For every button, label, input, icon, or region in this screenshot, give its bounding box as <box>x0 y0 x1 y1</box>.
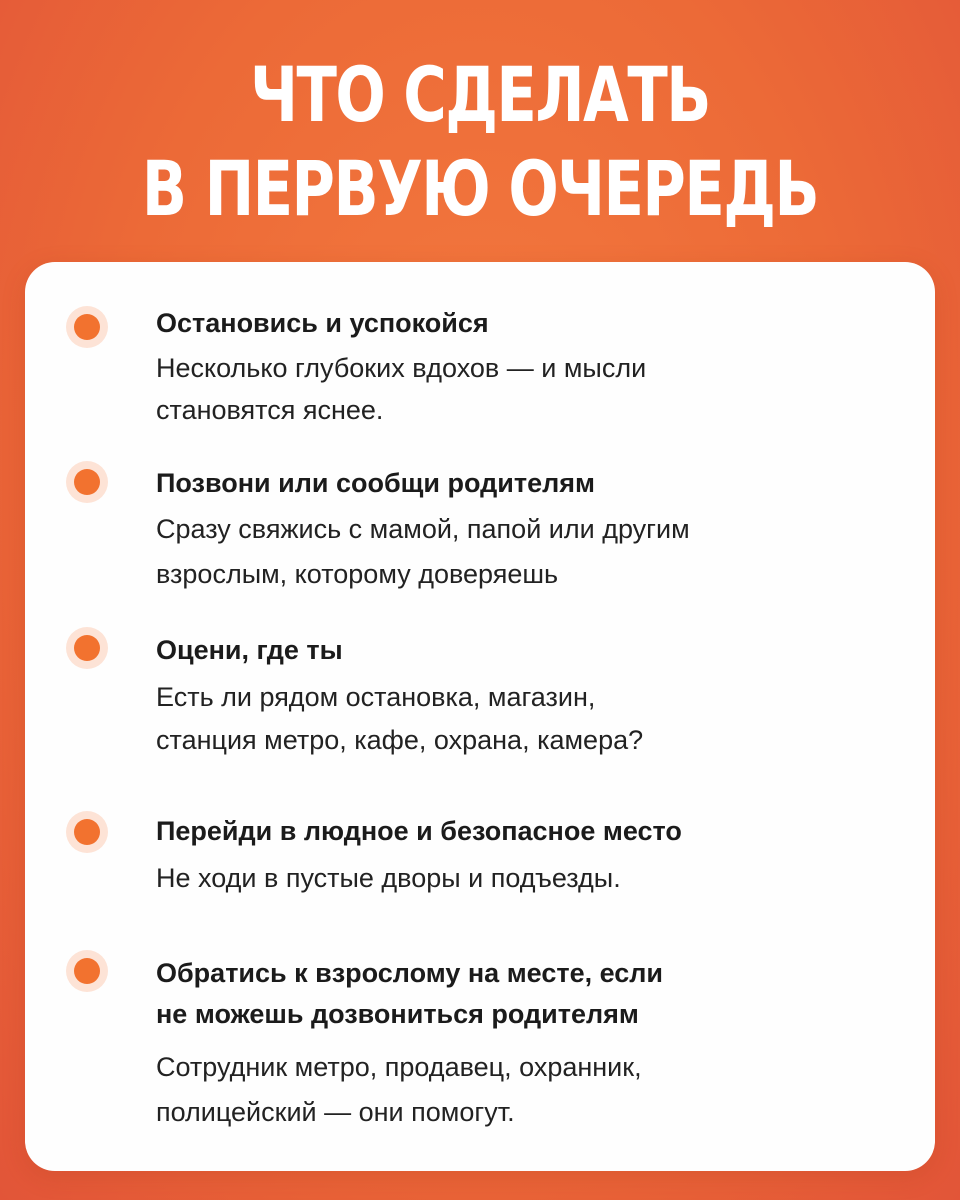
bullet-dot-icon <box>66 461 108 503</box>
title-line-2: В ПЕРВУЮ ОЧЕРЕДЬ <box>141 144 819 233</box>
item-heading: Оцени, где ты <box>156 635 343 665</box>
page-title <box>0 48 960 236</box>
item-heading: Позвони или сообщи родителям <box>156 468 596 498</box>
title-line-1: ЧТО СДЕЛАТЬ <box>250 50 710 139</box>
tips-card <box>25 262 935 1171</box>
item-text-line-1: Не ходи в пустые дворы и подъезды. <box>156 863 621 893</box>
bullet-dot-icon <box>66 811 108 853</box>
item-text-line-2: станция метро, кафе, охрана, камера? <box>156 725 644 755</box>
item-text-line-1: Есть ли рядом остановка, магазин, <box>156 682 596 712</box>
item-heading-line-2: не можешь дозвониться родителям <box>156 999 639 1029</box>
item-text-line-1: Сотрудник метро, продавец, охранник, <box>156 1052 642 1082</box>
bullet-dot-icon <box>66 627 108 669</box>
item-text-line-1: Несколько глубоких вдохов — и мысли <box>156 353 647 383</box>
item-text-line-2: становятся яснее. <box>156 395 384 425</box>
item-heading-line-1: Обратись к взрослому на месте, если <box>156 958 664 988</box>
item-heading: Перейди в людное и безопасное место <box>156 816 682 846</box>
item-text-line-1: Сразу свяжись с мамой, папой или другим <box>156 514 690 544</box>
item-text-line-2: полицейский — они помогут. <box>156 1097 515 1127</box>
bullet-dot-icon <box>66 950 108 992</box>
bullet-dot-icon <box>66 306 108 348</box>
item-heading: Остановись и успокойся <box>156 308 489 338</box>
item-text-line-2: взрослым, которому доверяешь <box>156 559 559 589</box>
